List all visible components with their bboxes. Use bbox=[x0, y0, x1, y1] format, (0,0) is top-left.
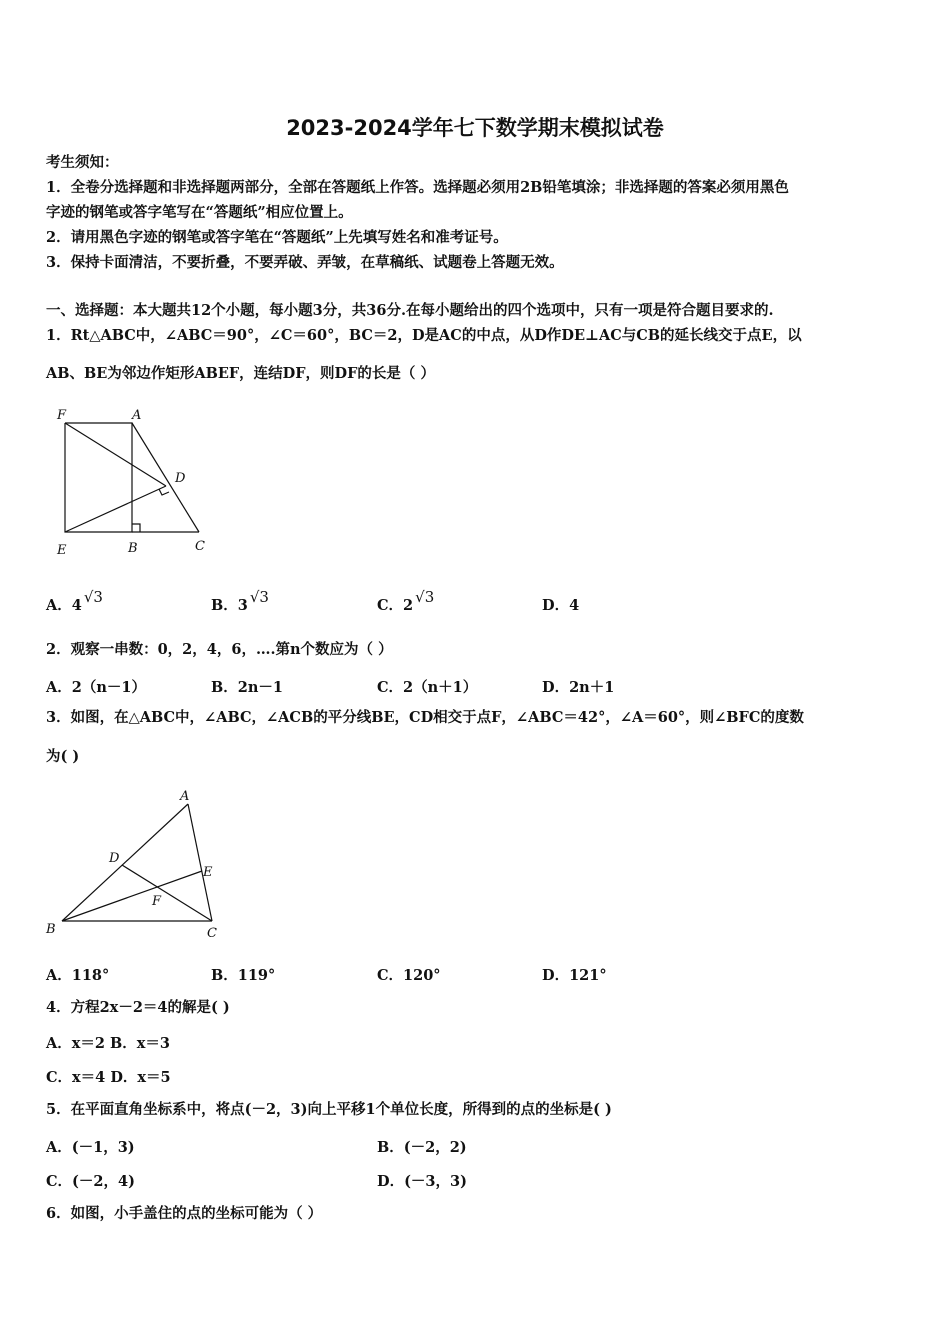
notice-item-3: 3．保持卡面清洁，不要折叠，不要弄破、弄皱，在草稿纸、试题卷上答题无效。 bbox=[46, 254, 564, 271]
q5-option-d[interactable]: D．(－3，3) bbox=[377, 1173, 467, 1190]
sqrt3-symbol: √3 bbox=[249, 588, 269, 606]
q4-options-row2[interactable]: C．x＝4 D．x＝5 bbox=[46, 1069, 171, 1086]
q5-option-a[interactable]: A．(－1，3) bbox=[46, 1139, 135, 1156]
notice-item-1: 1．全卷分选择题和非选择题两部分，全部在答题纸上作答。选择题必须用2B铅笔填涂；非选择题的答案必须用黑色 bbox=[46, 179, 789, 196]
label-b: B bbox=[128, 541, 138, 556]
label-b: B bbox=[46, 922, 56, 937]
label-f: F bbox=[57, 408, 67, 423]
q3-option-b[interactable]: B．119° bbox=[211, 967, 276, 984]
label-a: A bbox=[180, 789, 190, 804]
q2-option-b[interactable]: B．2n－1 bbox=[211, 679, 283, 696]
sqrt3-symbol: √3 bbox=[415, 588, 435, 606]
right-angle-d bbox=[159, 489, 169, 495]
label-c: C bbox=[207, 926, 217, 941]
notice-item-1-cont: 字迹的钢笔或答字笔写在“答题纸”相应位置上。 bbox=[46, 204, 353, 221]
q2-option-c[interactable]: C．2（n＋1） bbox=[377, 679, 478, 696]
q5-option-c[interactable]: C．(－2，4) bbox=[46, 1173, 135, 1190]
label-a: A bbox=[132, 408, 142, 423]
section-heading: 一、选择题：本大题共12个小题，每小题3分，共36分.在每小题给出的四个选项中，只有一项是符合题目要求的. bbox=[46, 302, 774, 319]
q1-option-a[interactable]: A．4 √3 bbox=[46, 588, 103, 614]
q5-stem: 5．在平面直角坐标系中，将点(－2，3)向上平移1个单位长度，所得到的点的坐标是( ) bbox=[46, 1101, 612, 1118]
notice-heading: 考生须知： bbox=[46, 154, 119, 171]
label-e: E bbox=[203, 865, 213, 880]
q3-stem-line1: 3．如图，在△ABC中，∠ABC，∠ACB的平分线BE，CD相交于点F，∠ABC＝42°，∠A＝60°，则∠BFC的度数 bbox=[46, 709, 804, 726]
label-d: D bbox=[175, 471, 186, 486]
segment-be bbox=[62, 871, 202, 921]
q2-option-a[interactable]: A．2（n－1） bbox=[46, 679, 146, 696]
rect-fabe bbox=[65, 423, 132, 532]
q3-option-c[interactable]: C．120° bbox=[377, 967, 441, 984]
segment-ac bbox=[188, 804, 212, 921]
label-c: C bbox=[195, 539, 205, 554]
label-d: D bbox=[109, 851, 120, 866]
q6-stem: 6．如图，小手盖住的点的坐标可能为（ ） bbox=[46, 1205, 323, 1222]
q2-stem: 2．观察一串数：0，2，4，6，….第n个数应为（ ） bbox=[46, 641, 393, 658]
q3-option-a[interactable]: A．118° bbox=[46, 967, 110, 984]
q1-stem-line2: AB、BE为邻边作矩形ABEF，连结DF，则DF的长是（ ） bbox=[46, 365, 435, 382]
q1-figure bbox=[52, 402, 222, 562]
q1-option-b[interactable]: B．3 √3 bbox=[211, 588, 269, 614]
label-f: F bbox=[152, 894, 162, 909]
sqrt3-symbol: √3 bbox=[83, 588, 103, 606]
q2-option-d[interactable]: D．2n＋1 bbox=[542, 679, 615, 696]
label-e: E bbox=[57, 543, 67, 558]
segment-ed bbox=[65, 486, 166, 532]
q4-options-row1[interactable]: A．x＝2 B．x＝3 bbox=[46, 1035, 171, 1052]
q3-stem-line2: 为( ) bbox=[46, 748, 80, 765]
q1-stem-line1: 1．Rt△ABC中，∠ABC＝90°，∠C＝60°，BC＝2，D是AC的中点，从D作DE⊥AC与CB的延长线交于点E，以 bbox=[46, 327, 802, 344]
segment-ba bbox=[62, 804, 188, 921]
q1-option-d[interactable]: D．4 bbox=[542, 597, 580, 614]
q3-figure bbox=[40, 784, 240, 944]
q5-option-b[interactable]: B．(－2，2) bbox=[377, 1139, 467, 1156]
segment-ac bbox=[132, 423, 199, 532]
q3-option-d[interactable]: D．121° bbox=[542, 967, 607, 984]
right-angle-b bbox=[132, 524, 140, 532]
notice-item-2: 2．请用黑色字迹的钢笔或答字笔在“答题纸”上先填写姓名和准考证号。 bbox=[46, 229, 508, 246]
q4-stem: 4．方程2x－2＝4的解是( ) bbox=[46, 999, 230, 1016]
segment-cd bbox=[122, 865, 212, 921]
q1-option-c[interactable]: C．2 √3 bbox=[377, 588, 435, 614]
page-title: 2023-2024学年七下数学期末模拟试卷 bbox=[286, 116, 664, 140]
